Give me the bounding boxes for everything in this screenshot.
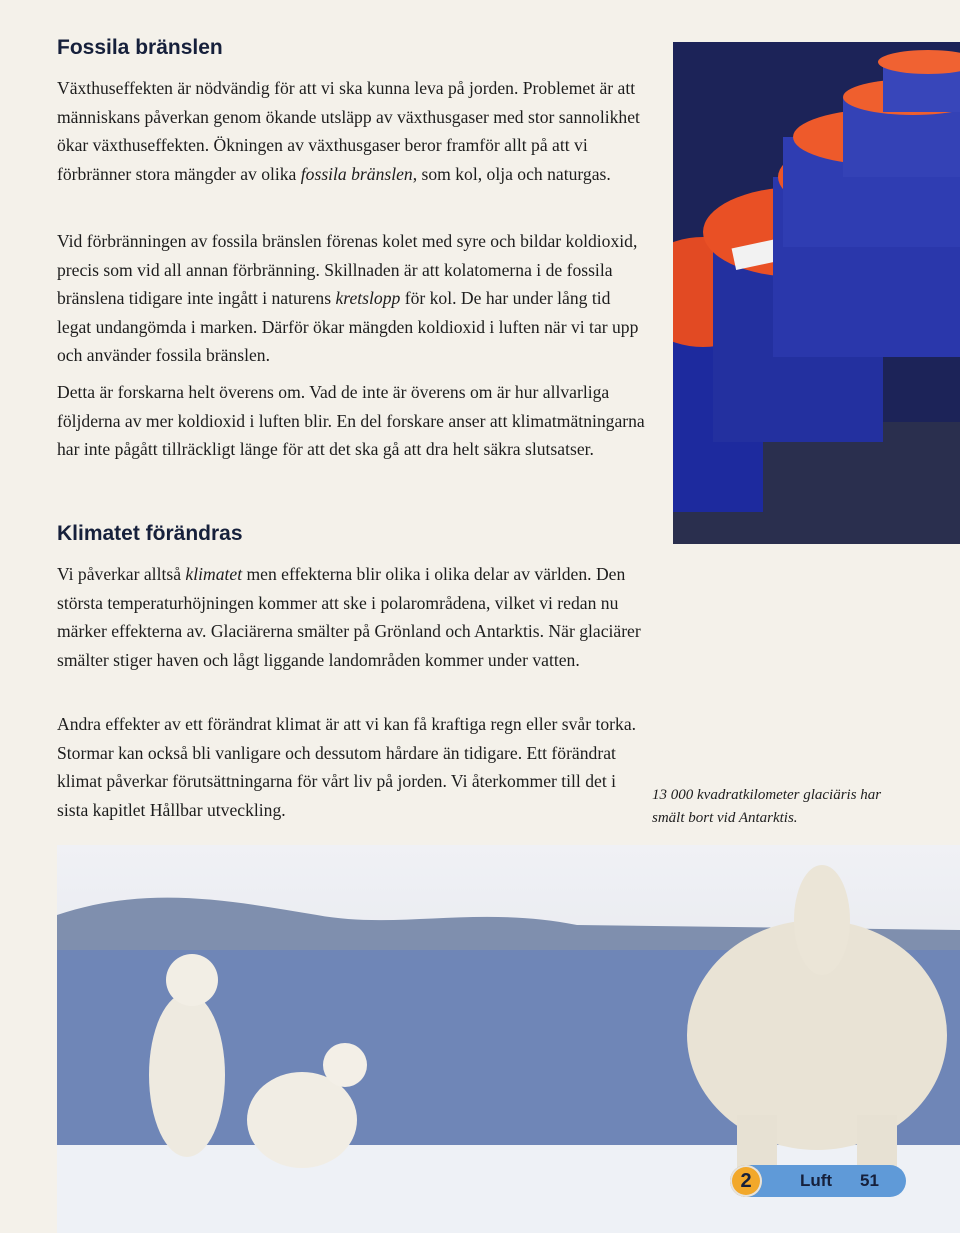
chapter-number-badge: 2 bbox=[730, 1165, 762, 1197]
page-footer bbox=[730, 1165, 906, 1197]
term-kretslopp: kretslopp bbox=[335, 288, 401, 309]
paragraph-5: Andra effekter av ett förändrat klimat är att vi kan få kraftiga regn eller svår torka. Stormar kan också bli vanligare och dessutom hårdare än tidigare. Ett förändrat klimat påverkar förutsättningarna för vårt liv på jorden. Vi återkommer till det i sista kapitlet Hållbar utveckling. bbox=[57, 714, 637, 820]
paragraph-1-text-b: , som kol, olja och naturgas. bbox=[412, 163, 611, 184]
paragraph-4 bbox=[57, 560, 647, 674]
paragraph-3: Detta är forskarna helt överens om. Vad de inte är överens om är hur allvarliga följderna av mer koldioxid i luften blir. En del forskare anser att klimatmätningarna har inte pågått tillräckligt länge för att det ska gå att dra helt säkra slutsatser. bbox=[57, 382, 645, 460]
photo-caption: 13 000 kvadratkilometer glaciäris har smält bort vid Antarktis. bbox=[652, 787, 882, 826]
section-heading-fossila: Fossila bränslen bbox=[57, 36, 223, 59]
paragraph-1 bbox=[57, 74, 647, 188]
paragraph-2-text-a: Vid förbränningen av fossila bränslen förenas kolet med syre och bildar koldioxid, precis som vid all annan förbränning. Skillnaden är att kolatomerna i de fossila bränslena tidigare inte ingått i naturens bbox=[57, 231, 638, 309]
paragraph-4-text-b: men effekterna blir olika i olika delar av världen. Den största temperaturhöjningen kommer att ske i polarområdena, vilket vi redan nu märker effekterna av. Glaciärerna smälter på Grönland och Antarktis. När glaciärer smälter stiger haven och lågt liggande landområden kommer under vatten. bbox=[57, 564, 641, 670]
paragraph-2-text-b: för kol. De har under lång tid legat undangömda i marken. Därför ökar mängden koldioxid i luften när vi tar upp och använder fossila bränslen. bbox=[57, 288, 639, 366]
term-klimatet: klimatet bbox=[185, 564, 243, 584]
paragraph-4-text-a: Vi påverkar alltså bbox=[57, 564, 186, 584]
section-heading-klimatet: Klimatet förändras bbox=[57, 522, 243, 545]
page-number: 51 bbox=[860, 1171, 879, 1190]
paragraph-2 bbox=[57, 227, 647, 370]
chapter-name: Luft bbox=[800, 1171, 833, 1190]
barrel bbox=[878, 50, 960, 112]
term-fossila-branslen: fossila bränslen bbox=[300, 163, 413, 184]
oil-barrels-photo bbox=[673, 42, 960, 544]
paragraph-1-text-a: Växthuseffekten är nödvändig för att vi ska kunna leva på jorden. Problemet är att människans påverkan genom ökande utsläpp av växthusgaser med stor sannolikhet ökar växthuseffekten. Ökningen av växthusgaser beror framför allt på att vi förbränner stora mängder av olika bbox=[57, 78, 640, 184]
